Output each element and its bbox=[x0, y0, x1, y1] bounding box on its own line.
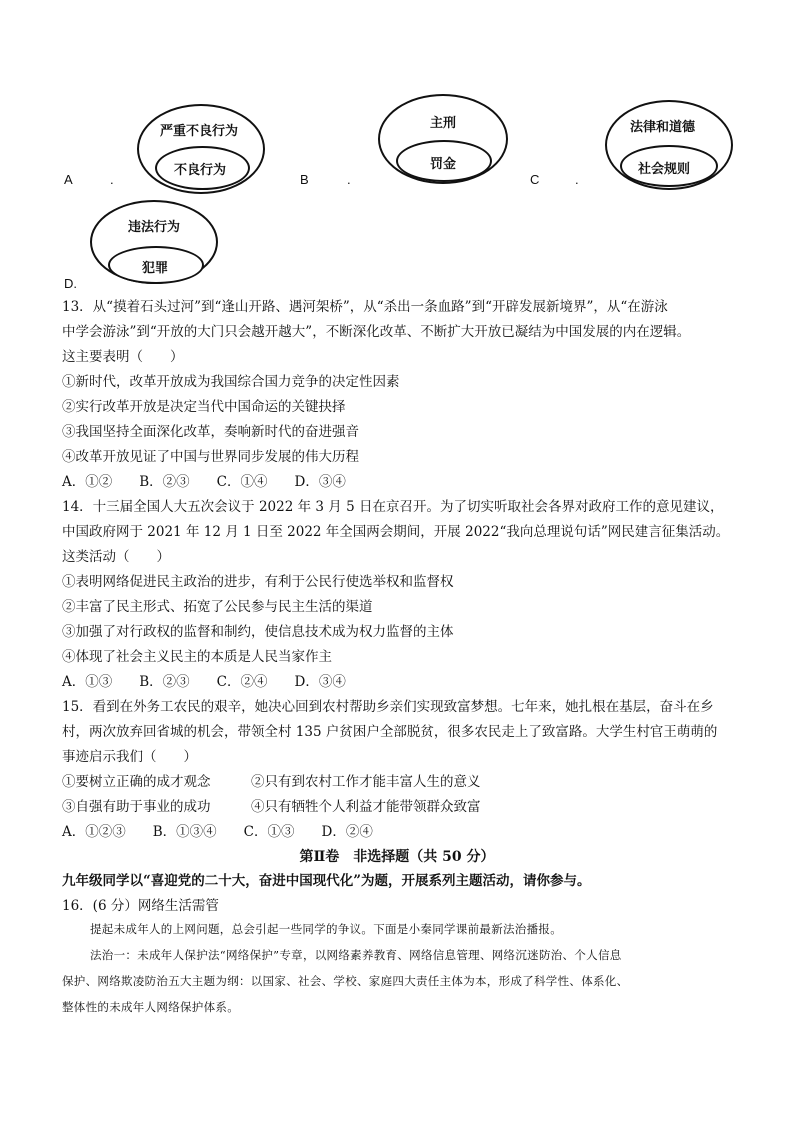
diagram-b-inner-label: 罚金 bbox=[430, 157, 457, 172]
q13-statement-4: ④改革开放见证了中国与世界同步发展的伟大历程 bbox=[62, 449, 359, 465]
q13-statement-2: ②实行改革开放是决定当代中国命运的关键抉择 bbox=[62, 399, 346, 415]
q14-stem-line-2: 中国政府网于 2021 年 12 月 1 日至 2022 年全国两会期间，开展 2022“我向总理说句话”网民建言征集活动。 bbox=[62, 524, 730, 540]
q14-stem-line-3: 这类活动（ ） bbox=[62, 549, 170, 565]
q15-answer-choices: A．①②③ B．①③④ C．①③ D．②④ bbox=[62, 824, 373, 840]
q16-paragraph-1: 提起未成年人的上网问题，总会引起一些同学的争议。下面是小秦同学课前最新法治播报。 bbox=[90, 922, 562, 936]
q15-stem-line-3: 事迹启示我们（ ） bbox=[62, 749, 197, 765]
option-c-label: C bbox=[530, 172, 540, 187]
q13-stem-line-3: 这主要表明（ ） bbox=[62, 349, 184, 365]
q15-statements-3-4: ③自强有助于事业的成功 ④只有牺牲个人利益才能带领群众致富 bbox=[62, 799, 481, 815]
section-title: 第Ⅱ卷 非选择题（共 50 分） bbox=[299, 849, 495, 865]
q15-statements-1-2: ①要树立正确的成才观念 ②只有到农村工作才能丰富人生的意义 bbox=[62, 774, 481, 790]
q14-stem-line-1: 14．十三届全国人大五次会议于 2022 年 3 月 5 日在京召开。为了切实听取社会各界对政府工作的意见建议， bbox=[62, 499, 724, 515]
diagram-a-inner-label: 不良行为 bbox=[174, 163, 227, 178]
q14-statement-1: ①表明网络促进民主政治的进步，有利于公民行使选举权和监督权 bbox=[62, 574, 454, 590]
q15-stem-line-2: 村，两次放弃回省城的机会，带领全村 135 户贫困户全部脱贫，很多农民走上了致富路。大学生村官王萌萌的 bbox=[62, 724, 718, 740]
q14-statement-4: ④体现了社会主义民主的本质是人民当家作主 bbox=[62, 649, 332, 665]
diagram-c-inner-label: 社会规则 bbox=[638, 162, 691, 177]
q16-paragraph-3: 保护、网络欺凌防治五大主题为纲：以国家、社会、学校、家庭四大责任主体为本，形成了科学性、体系化、 bbox=[62, 974, 629, 988]
section-intro: 九年级同学以“喜迎党的二十大，奋进中国现代化”为题，开展系列主题活动，请你参与。 bbox=[62, 873, 591, 889]
q13-stem-line-1: 13．从“摸着石头过河”到“逢山开路、遇河架桥”，从“杀出一条血路”到“开辟发展新境界”，从“在游泳 bbox=[62, 299, 668, 315]
option-c-dot: . bbox=[575, 172, 579, 187]
diagram-d-inner-label: 犯罪 bbox=[142, 261, 169, 276]
option-a-dot: . bbox=[110, 172, 114, 187]
q14-statement-3: ③加强了对行政权的监督和制约，使信息技术成为权力监督的主体 bbox=[62, 624, 454, 640]
q16-title: 16．(6 分）网络生活需管 bbox=[62, 898, 219, 914]
option-b-dot: . bbox=[347, 172, 351, 187]
q16-paragraph-4: 整体性的未成年人网络保护体系。 bbox=[62, 1000, 239, 1014]
diagram-a-outer-label: 严重不良行为 bbox=[160, 124, 239, 139]
diagram-d-outer-label: 违法行为 bbox=[128, 220, 181, 235]
q15-stem-line-1: 15．看到在外务工农民的艰辛，她决心回到农村帮助乡亲们实现致富梦想。七年来，她扎根在基层，奋斗在乡 bbox=[62, 699, 714, 715]
option-b-label: B bbox=[300, 172, 309, 187]
q14-statement-2: ②丰富了民主形式、拓宽了公民参与民主生活的渠道 bbox=[62, 599, 373, 615]
option-a-label: A bbox=[64, 172, 73, 187]
q13-stem-line-2: 中学会游泳”到“开放的大门只会越开越大”，不断深化改革、不断扩大开放已凝结为中国发展的内在逻辑。 bbox=[62, 324, 691, 340]
diagram-b-outer-label: 主刑 bbox=[430, 116, 457, 131]
diagram-c-outer-label: 法律和道德 bbox=[630, 120, 696, 135]
q14-answer-choices: A．①③ B．②③ C．②④ D．③④ bbox=[62, 674, 346, 690]
q16-paragraph-2: 法治一：未成年人保护法“网络保护”专章，以网络素养教育、网络信息管理、网络沉迷防治、个人信息 bbox=[90, 948, 622, 962]
option-d-label: D. bbox=[64, 276, 77, 291]
q13-statement-1: ①新时代，改革开放成为我国综合国力竞争的决定性因素 bbox=[62, 374, 400, 390]
q13-answer-choices: A．①② B．②③ C．①④ D．③④ bbox=[62, 474, 346, 490]
q13-statement-3: ③我国坚持全面深化改革，奏响新时代的奋进强音 bbox=[62, 424, 359, 440]
